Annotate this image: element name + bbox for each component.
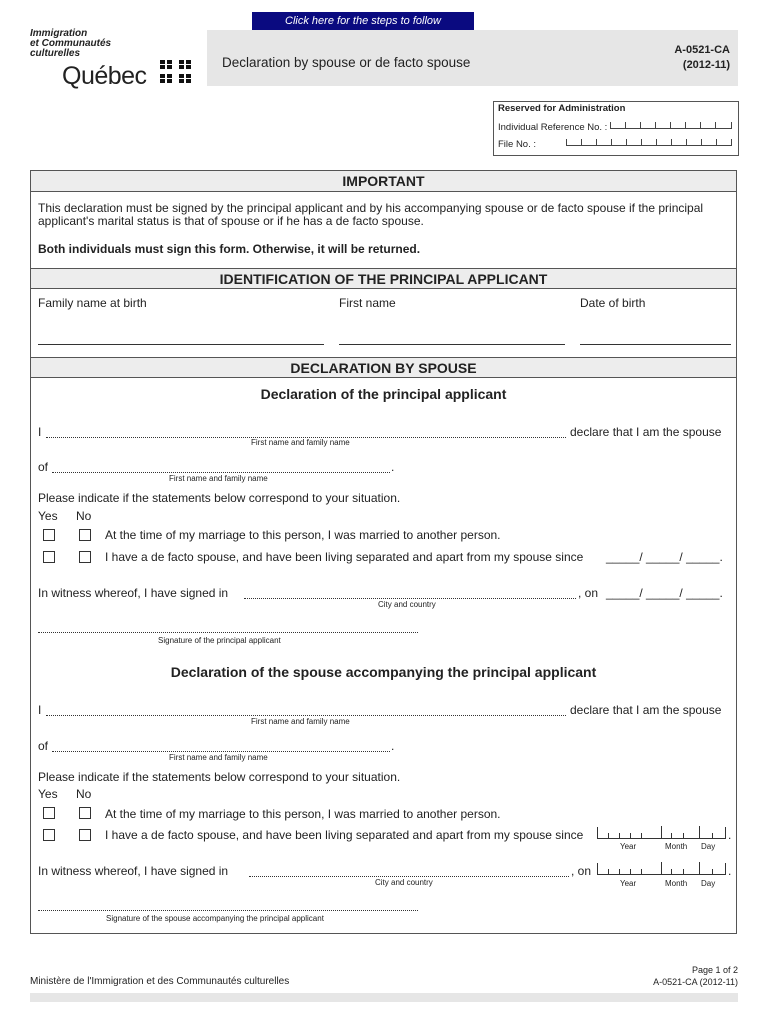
footer-band bbox=[30, 993, 738, 1002]
spouse-of-period: . bbox=[391, 739, 395, 753]
principal-i-label: I bbox=[38, 425, 42, 439]
spouse-statement1-yes-checkbox[interactable] bbox=[43, 807, 55, 819]
spouse-statement-2: I have a de facto spouse, and have been living separated and apart from my spouse since bbox=[105, 828, 584, 842]
footer-ministry: Ministère de l'Immigration et des Communautés culturelles bbox=[30, 976, 290, 987]
principal-declare-text: declare that I am the spouse bbox=[570, 425, 722, 439]
declaration-heading: DECLARATION BY SPOUSE bbox=[31, 357, 736, 378]
principal-indicate-text: Please indicate if the statements below correspond to your situation. bbox=[38, 491, 401, 505]
spouse-separation-month-caption: Month bbox=[665, 842, 688, 851]
principal-on-label: , on bbox=[578, 586, 599, 600]
form-code-number: A-0521-CA bbox=[674, 44, 730, 56]
spouse-principal-name-field[interactable] bbox=[52, 751, 390, 752]
first-name-field[interactable] bbox=[339, 344, 565, 345]
date-of-birth-label: Date of birth bbox=[580, 296, 646, 310]
spouse-i-label: I bbox=[38, 703, 42, 717]
spouse-signature-caption: Signature of the spouse accompanying the principal applicant bbox=[106, 914, 324, 923]
logo-line-1: Immigration bbox=[30, 28, 88, 39]
logo-line-2: et Communautés bbox=[30, 38, 112, 49]
principal-name-caption: First name and family name bbox=[251, 438, 350, 447]
admin-title: Reserved for Administration bbox=[498, 103, 626, 114]
important-text-2: applicant's marital status is that of spouse or if he has a de facto spouse. bbox=[38, 214, 424, 228]
administration-box bbox=[493, 101, 739, 156]
spouse-of-label: of bbox=[38, 739, 49, 753]
spouse-name-caption: First name and family name bbox=[251, 717, 350, 726]
individual-reference-field[interactable] bbox=[610, 118, 732, 129]
spouse-separation-period: . bbox=[728, 828, 732, 842]
spouse-statement1-no-checkbox[interactable] bbox=[79, 807, 91, 819]
logo-line-3: culturelles bbox=[30, 48, 81, 59]
form-code bbox=[674, 43, 730, 73]
footer-page-number: Page 1 of 2 bbox=[691, 965, 738, 975]
principal-of-caption: First name and family name bbox=[169, 474, 268, 483]
spouse-no-label: No bbox=[76, 787, 92, 801]
principal-city-caption: City and country bbox=[378, 600, 436, 609]
footer-page-info bbox=[653, 964, 738, 988]
important-text-1: This declaration must be signed by the principal applicant and by his accompanying spouse or de facto spouse if the principal bbox=[38, 201, 704, 215]
form-title: Declaration by spouse or de facto spouse bbox=[222, 55, 471, 70]
principal-no-label: No bbox=[76, 509, 92, 523]
quebec-logo-word: Québec bbox=[62, 62, 147, 90]
spouse-declaration-title: Declaration of the spouse accompanying the principal applicant bbox=[170, 664, 597, 680]
ministry-logo-text bbox=[30, 29, 111, 59]
family-name-label: Family name at birth bbox=[38, 296, 147, 310]
spouse-signed-period: . bbox=[728, 864, 732, 878]
principal-signature-caption: Signature of the principal applicant bbox=[158, 636, 281, 645]
spouse-of-caption: First name and family name bbox=[169, 753, 268, 762]
spouse-separation-day-caption: Day bbox=[701, 842, 716, 851]
principal-statement1-no-checkbox[interactable] bbox=[79, 529, 91, 541]
principal-statement2-no-checkbox[interactable] bbox=[79, 551, 91, 563]
spouse-indicate-text: Please indicate if the statements below correspond to your situation. bbox=[38, 770, 401, 784]
form-main-box bbox=[30, 170, 737, 934]
file-number-field[interactable] bbox=[566, 135, 732, 146]
spouse-name-field[interactable] bbox=[46, 715, 566, 716]
principal-city-field[interactable] bbox=[244, 598, 576, 599]
important-bold-text: Both individuals must sign this form. Otherwise, it will be returned. bbox=[38, 242, 421, 256]
fleurdelise-flag-icon bbox=[160, 60, 196, 85]
principal-spouse-name-field[interactable] bbox=[52, 472, 390, 473]
principal-signature-field[interactable] bbox=[38, 632, 418, 633]
spouse-statement2-yes-checkbox[interactable] bbox=[43, 829, 55, 841]
spouse-city-caption: City and country bbox=[375, 878, 433, 887]
spouse-signature-field[interactable] bbox=[38, 910, 418, 911]
spouse-statement-1: At the time of my marriage to this person, I was married to another person. bbox=[105, 807, 501, 821]
date-of-birth-field[interactable] bbox=[580, 344, 731, 345]
individual-reference-label: Individual Reference No. : bbox=[498, 122, 608, 133]
principal-of-label: of bbox=[38, 460, 49, 474]
principal-statement2-yes-checkbox[interactable] bbox=[43, 551, 55, 563]
steps-link-button[interactable]: Click here for the steps to follow bbox=[252, 12, 474, 30]
spouse-on-label: , on bbox=[571, 864, 592, 878]
spouse-signed-year-caption: Year bbox=[620, 879, 637, 888]
spouse-city-field[interactable] bbox=[249, 876, 569, 877]
spouse-declare-text: declare that I am the spouse bbox=[570, 703, 722, 717]
spouse-yes-label: Yes bbox=[38, 787, 58, 801]
spouse-separation-date-field[interactable] bbox=[597, 827, 726, 839]
principal-witness-text: In witness whereof, I have signed in bbox=[38, 586, 229, 600]
file-number-label: File No. : bbox=[498, 139, 537, 150]
identification-heading: IDENTIFICATION OF THE PRINCIPAL APPLICANT bbox=[31, 268, 736, 289]
spouse-signed-day-caption: Day bbox=[701, 879, 716, 888]
footer-form-code: A-0521-CA (2012-11) bbox=[653, 977, 738, 987]
spouse-statement2-no-checkbox[interactable] bbox=[79, 829, 91, 841]
spouse-signed-date-field[interactable] bbox=[597, 863, 726, 875]
principal-signed-date-field[interactable]: _____/ _____/ _____. bbox=[606, 586, 723, 600]
principal-statement1-yes-checkbox[interactable] bbox=[43, 529, 55, 541]
principal-separation-date-field[interactable]: _____/ _____/ _____. bbox=[606, 550, 723, 564]
principal-yes-label: Yes bbox=[38, 509, 58, 523]
principal-declaration-title: Declaration of the principal applicant bbox=[260, 386, 507, 402]
important-heading: IMPORTANT bbox=[31, 171, 736, 192]
first-name-label: First name bbox=[339, 296, 396, 310]
form-code-date: (2012-11) bbox=[682, 59, 730, 71]
family-name-field[interactable] bbox=[38, 344, 324, 345]
spouse-signed-month-caption: Month bbox=[665, 879, 688, 888]
principal-statement-2: I have a de facto spouse, and have been living separated and apart from my spouse since bbox=[105, 550, 584, 564]
principal-statement-1: At the time of my marriage to this person, I was married to another person. bbox=[105, 528, 501, 542]
principal-of-period: . bbox=[391, 460, 395, 474]
spouse-witness-text: In witness whereof, I have signed in bbox=[38, 864, 229, 878]
spouse-separation-year-caption: Year bbox=[620, 842, 637, 851]
